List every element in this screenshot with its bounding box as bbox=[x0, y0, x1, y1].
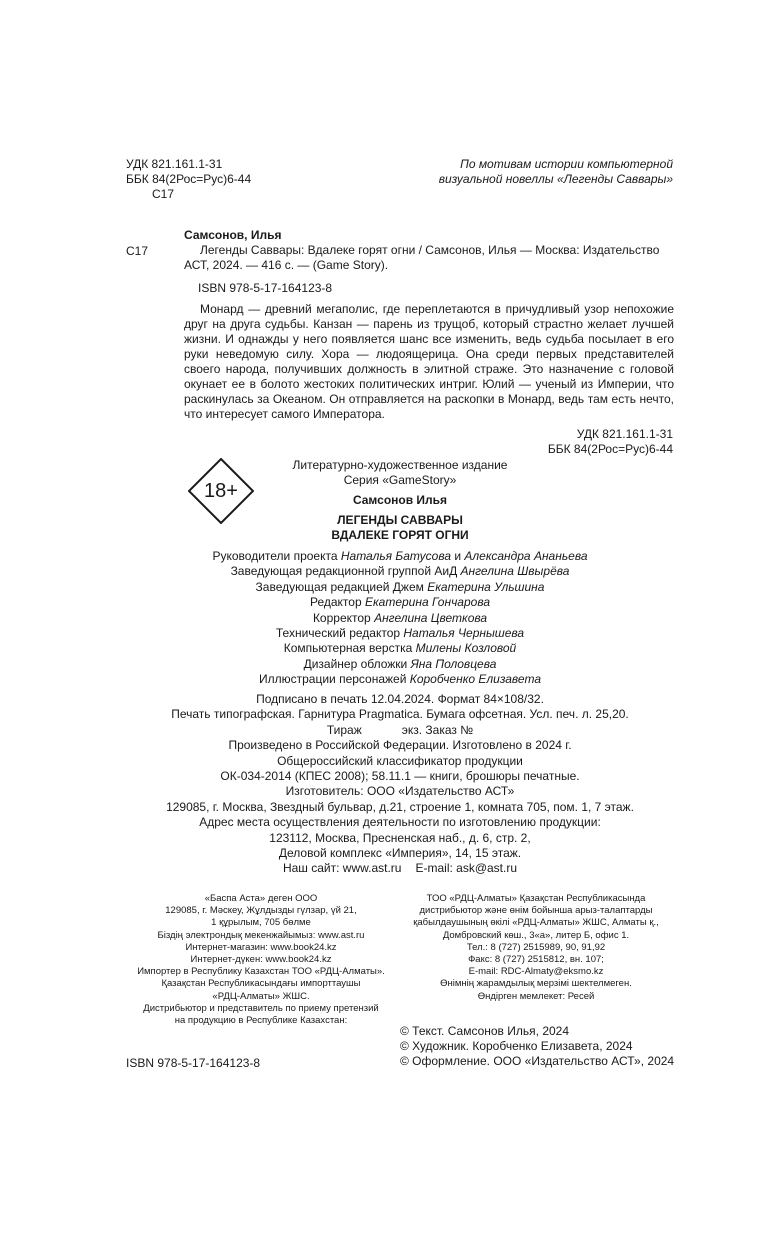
credits-list bbox=[140, 549, 660, 688]
catalog-code: С17 bbox=[126, 244, 149, 258]
kz-line: Домбровский көш., 3«а», литер Б, офис 1. bbox=[442, 929, 630, 941]
credit-conj: и bbox=[451, 549, 465, 563]
bbk-code: ББК 84(2Рос=Рус)6-44 bbox=[126, 172, 252, 186]
kz-line: E-mail: RDC-Almaty@eksmo.kz bbox=[468, 966, 604, 978]
udk-code: УДК 821.161.1-31 bbox=[576, 427, 673, 441]
print-info bbox=[126, 692, 674, 877]
edition-type: Литературно-художественное издание bbox=[292, 458, 508, 472]
credit-row bbox=[140, 657, 660, 672]
address-line: 129085, г. Москва, Звездный бульвар, д.21, строение 1, комната 705, пом. 1, 7 этаж. bbox=[166, 799, 634, 814]
credit-row bbox=[140, 549, 660, 564]
kz-line: Біздің электрондық мекенжайымыз: www.ast.ru bbox=[157, 929, 365, 941]
kz-info-right bbox=[398, 893, 674, 1003]
credit-role: Корректор bbox=[312, 610, 375, 625]
credit-row bbox=[140, 626, 660, 641]
order-label: экз. Заказ № bbox=[401, 722, 474, 737]
activity-address-line: Деловой комплекс «Империя», 14, 15 этаж. bbox=[278, 845, 522, 860]
udk-bbk-header bbox=[126, 157, 286, 202]
kz-line: Қазақстан Республикасындағы импорттаушы bbox=[161, 978, 361, 990]
catalog-udk-bottom bbox=[500, 427, 673, 457]
credit-role: Заведующая редакцией Джем bbox=[255, 579, 428, 594]
credit-name: Милены Козловой bbox=[415, 641, 517, 656]
kz-line: Интернет-дүкен: www.book24.kz bbox=[190, 954, 332, 966]
motivation-line: По мотивам истории компьютерной bbox=[460, 157, 673, 171]
edition-info bbox=[255, 458, 545, 543]
credit-role: Руководители проекта bbox=[212, 549, 341, 563]
edition-title: ЛЕГЕНДЫ САВВАРЫ bbox=[337, 513, 463, 527]
udk-code: УДК 821.161.1-31 bbox=[126, 157, 223, 171]
kz-line: Интернет-магазин: www.book24.kz bbox=[185, 941, 337, 953]
credit-row bbox=[140, 564, 660, 579]
produced-line: Произведено в Российской Федерации. Изготовлено в 2024 г. bbox=[228, 738, 572, 753]
site-text: Наш сайт: www.ast.ru bbox=[282, 861, 402, 876]
okp-line: ОК-034-2014 (КПЕС 2008); 58.11.1 — книги, брошюры печатные. bbox=[220, 768, 580, 783]
credit-role: Дизайнер обложки bbox=[303, 656, 411, 671]
credit-name: Екатерина Гончарова bbox=[364, 595, 490, 610]
kz-line: Тел.: 8 (727) 2515989, 90, 91,92 bbox=[466, 941, 606, 953]
activity-address-line: 123112, Москва, Пресненская наб., д. 6, стр. 2, bbox=[269, 830, 531, 845]
contacts-line bbox=[126, 861, 674, 876]
motivation-note bbox=[420, 157, 673, 187]
classifier-line: Общероссийский классификатор продукции bbox=[277, 753, 523, 768]
printing-line: Печать типографская. Гарнитура Pragmatica. Бумага офсетная. Усл. печ. л. 25,20. bbox=[171, 707, 629, 722]
credit-role: Редактор bbox=[309, 595, 365, 610]
credit-role: Компьютерная верстка bbox=[283, 641, 416, 656]
kz-line: Өндірген мемлекет: Ресей bbox=[477, 990, 595, 1002]
catalog-isbn: ISBN 978-5-17-164123-8 bbox=[198, 281, 333, 295]
kz-line: «РДЦ-Алматы» ЖШС. bbox=[212, 990, 310, 1002]
catalog-author: Самсонов, Илья bbox=[184, 228, 282, 242]
credit-row bbox=[140, 580, 660, 595]
author-mark: С17 bbox=[152, 187, 175, 201]
credit-name: Наталья Батусова bbox=[340, 549, 451, 563]
age-rating-badge bbox=[188, 458, 254, 524]
credit-row bbox=[140, 595, 660, 610]
kz-line: Факс: 8 (727) 2515812, вн. 107; bbox=[468, 954, 604, 966]
run-label: Тираж bbox=[326, 722, 362, 737]
credit-name: Коробченко Елизавета bbox=[409, 672, 542, 687]
copyright-line: © Оформление. ООО «Издательство АСТ», 2024 bbox=[400, 1054, 675, 1068]
credit-role: Технический редактор bbox=[275, 625, 404, 640]
signed-line: Подписано в печать 12.04.2024. Формат 84×108/32. bbox=[256, 692, 544, 706]
activity-line: Адрес места осуществления деятельности по изготовлению продукции: bbox=[199, 815, 601, 830]
kz-line: 129085, г. Мәскеу, Жұлдызды гүлзар, үй 21, bbox=[165, 905, 357, 917]
kz-line: Импортер в Республику Казахстан ТОО «РДЦ-Алматы». bbox=[137, 966, 385, 978]
credit-name: Ангелина Швырёва bbox=[460, 564, 570, 579]
copyright-line: © Текст. Самсонов Илья, 2024 bbox=[400, 1024, 570, 1038]
copyright-block bbox=[400, 1024, 680, 1069]
kz-line: на продукцию в Республике Казахстан: bbox=[174, 1015, 348, 1027]
credit-name: Наталья Чернышева bbox=[403, 625, 525, 640]
kz-info-left bbox=[126, 893, 396, 1027]
kz-line: ТОО «РДЦ-Алматы» Қазақстан Республикасында bbox=[426, 893, 646, 904]
kz-line: дистрибьютор және өнім бойынша арыз-талаптарды bbox=[419, 905, 653, 917]
bbk-code: ББК 84(2Рос=Рус)6-44 bbox=[547, 442, 673, 456]
copyright-line: © Художник. Коробченко Елизавета, 2024 bbox=[400, 1039, 633, 1053]
motivation-line: визуальной новеллы «Легенды Саввары» bbox=[438, 172, 673, 186]
credit-row bbox=[140, 611, 660, 626]
book-annotation: Монард — древний мегаполис, где переплетаются в причудливый узор непохожие друг на друга судьбы. Канзан — парень из трущоб, который страстно желает лучшей жизни. И однажды у него появляется шанс все изменить, ведь судьба посылает в его руки неведомую силу. Хора — людоящерица. Она среди первых представителей своего народа, получивших должность в элитной страже. Это назначение с головой окунает ее в болото жестоких политических интриг. Юлий — ученый из Империи, что раскинулась за Океаном. Он отправляется на раскопки в Монард, ведь там есть нечто, что интересует самого Императора. bbox=[184, 302, 674, 421]
credit-name: Александра Ананьева bbox=[464, 549, 588, 563]
credit-name: Ангелина Цветкова bbox=[374, 610, 488, 625]
manufacturer-line: Изготовитель: ООО «Издательство АСТ» bbox=[285, 784, 515, 799]
credit-row bbox=[140, 641, 660, 656]
age-rating-text: 18+ bbox=[204, 479, 238, 502]
credit-role: Иллюстрации персонажей bbox=[258, 672, 410, 687]
credit-role: Заведующая редакционной группой АиД bbox=[230, 564, 461, 579]
edition-author: Самсонов Илья bbox=[352, 493, 448, 507]
edition-subtitle: ВДАЛЕКЕ ГОРЯТ ОГНИ bbox=[331, 528, 469, 542]
kz-line: Дистрибьютор и представитель по приему претензий bbox=[143, 1002, 379, 1014]
credit-name: Екатерина Ульшина bbox=[427, 579, 545, 594]
credit-name: Яна Половцева bbox=[410, 656, 497, 671]
kz-line: «Баспа Аста» деген ООО bbox=[204, 893, 318, 904]
kz-line: Өнімнің жарамдылық мерзімі шектелмеген. bbox=[440, 978, 632, 990]
email-text: E-mail: ask@ast.ru bbox=[415, 861, 518, 876]
footer-isbn: ISBN 978-5-17-164123-8 bbox=[126, 1056, 261, 1070]
edition-series: Серия «GameStory» bbox=[343, 473, 457, 487]
kz-line: 1 құрылым, 705 бөлме bbox=[211, 917, 311, 929]
bibliographic-description: Легенды Саввары: Вдалеке горят огни / Самсонов, Илья — Москва: Издательство АСТ, 2024. — 416 с. — (Game Story). bbox=[184, 243, 660, 272]
run-order-line bbox=[126, 723, 674, 738]
credit-row bbox=[140, 672, 660, 687]
kz-line: қабылдаушының өкілі «РДЦ-Алматы» ЖШС, Алматы қ., bbox=[413, 917, 659, 929]
